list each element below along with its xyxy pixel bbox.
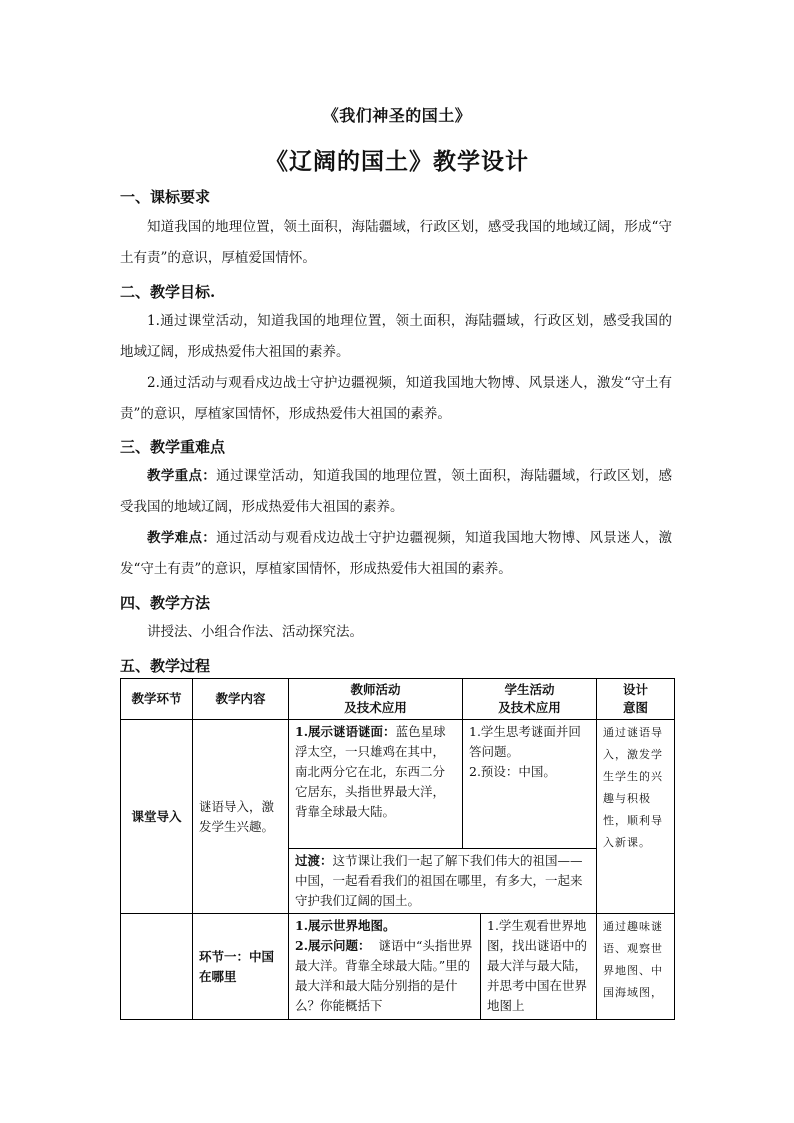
section-text-standards: 知道我国的地理位置，领土面积，海陆疆域，行政区划，感受我国的地域辽阔，形成“守土有责”的意识，厚植爱国情怀。 [120, 219, 672, 266]
header-content [192, 678, 289, 720]
key-point-text: 通过课堂活动，知道我国的地理位置，领土面积，海陆疆域，行政区划，感受我国的地域辽阔，形成热爱伟大祖国的素养。 [120, 468, 673, 515]
header-student-line2: 及技术应用 [498, 700, 561, 715]
row2-content: 环节一：中国在哪里 [192, 913, 289, 1020]
goal-item-1: 1.通过课堂活动，知道我国的地理位置，领土面积，海陆疆域，行政区划，感受我国的地域辽阔，形成热爱伟大祖国的素养。 [120, 313, 672, 360]
row1-teacher [288, 719, 463, 849]
row2-teacher-item-2-label: 2.展示问题： [295, 938, 371, 953]
row1-transition [288, 848, 597, 914]
row1-intent: 通过谜语导入，激发学生学生的兴趣与积极性，顺利导入新课。 [596, 719, 675, 914]
document-title: 《辽阔的国土》教学设计 [265, 148, 529, 175]
row2-student: 1.学生观看世界地图，找出谜语中的最大洋与最大陆，并思考中国在世界地图上 [480, 913, 597, 1020]
header-teacher-line2: 及技术应用 [344, 700, 407, 715]
header-teacher [288, 678, 463, 720]
header-stage [120, 678, 193, 720]
document-subtitle: 《我们神圣的国土》 [322, 106, 472, 125]
row2-stage [120, 913, 193, 1020]
section-heading-process: 五、教学过程 [120, 657, 211, 675]
difficulty-paragraph [120, 523, 672, 585]
header-intent [596, 678, 675, 720]
section-heading-key-points: 三、教学重难点 [120, 438, 226, 456]
row1-content: 谜语导入，激发学生兴趣。 [192, 719, 289, 914]
row2-teacher [288, 913, 481, 1020]
difficulty-label: 教学难点： [147, 530, 217, 546]
header-intent-line2: 意图 [622, 700, 648, 715]
header-student-line1: 学生活动 [504, 682, 555, 697]
goal-item-2: 2.通过活动与观看戍边战士守护边疆视频，知道我国地大物博、风景迷人，激发“守土有责”的意识，厚植家国情怀，形成热爱伟大祖国的素养。 [120, 375, 672, 422]
key-point-paragraph [120, 461, 672, 523]
row2-teacher-item-2 [295, 936, 474, 1016]
row1-transition-label: 过渡： [295, 853, 333, 868]
row1-transition-text: 这节课让我们一起了解下我们伟大的祖国——中国，一起看看我们的祖国在哪里，有多大，一起来守护我们辽阔的国土。 [295, 853, 583, 908]
row1-teacher-label: 1.展示谜语谜面： [295, 724, 396, 739]
process-table [120, 678, 675, 1020]
row1-student-item-2: 2.预设：中国。 [469, 764, 556, 779]
header-intent-line1: 设计 [622, 682, 648, 697]
row2-teacher-item-2-text: 谜语中“头指世界最大洋。背靠全球最大陆。”里的最大洋和最大陆分别指的是什么？你能概括下 [295, 938, 473, 1013]
header-teacher-line1: 教师活动 [350, 682, 401, 697]
row1-student [462, 719, 597, 849]
section-text-methods: 讲授法、小组合作法、活动探究法。 [147, 624, 363, 640]
header-content-label: 教学内容 [215, 691, 266, 706]
row2-teacher-item-1: 1.展示世界地图。 [295, 918, 396, 933]
header-stage-label: 教学环节 [131, 691, 182, 706]
section-heading-standards: 一、课标要求 [120, 188, 211, 206]
row1-teacher-text: 蓝色星球浮太空，一只雄鸡在其中，南北两分它在北，东西二分它居东，头指世界最大洋，背靠全球最大陆。 [295, 724, 446, 819]
section-heading-methods: 四、教学方法 [120, 594, 211, 612]
section-heading-goals: 二、教学目标. [120, 283, 216, 301]
header-student [462, 678, 597, 720]
key-point-label: 教学重点： [147, 468, 217, 484]
row1-stage: 课堂导入 [120, 719, 193, 914]
difficulty-text: 通过活动与观看戍边战士守护边疆视频，知道我国地大物博、风景迷人，激发“守土有责”的意识，厚植家国情怀，形成热爱伟大祖国的素养。 [120, 530, 673, 577]
row2-intent: 通过趣味谜语、观察世界地图、中国海域图， [596, 913, 675, 1020]
row1-student-item-1: 1.学生思考谜面并回答问题。 [469, 724, 581, 759]
